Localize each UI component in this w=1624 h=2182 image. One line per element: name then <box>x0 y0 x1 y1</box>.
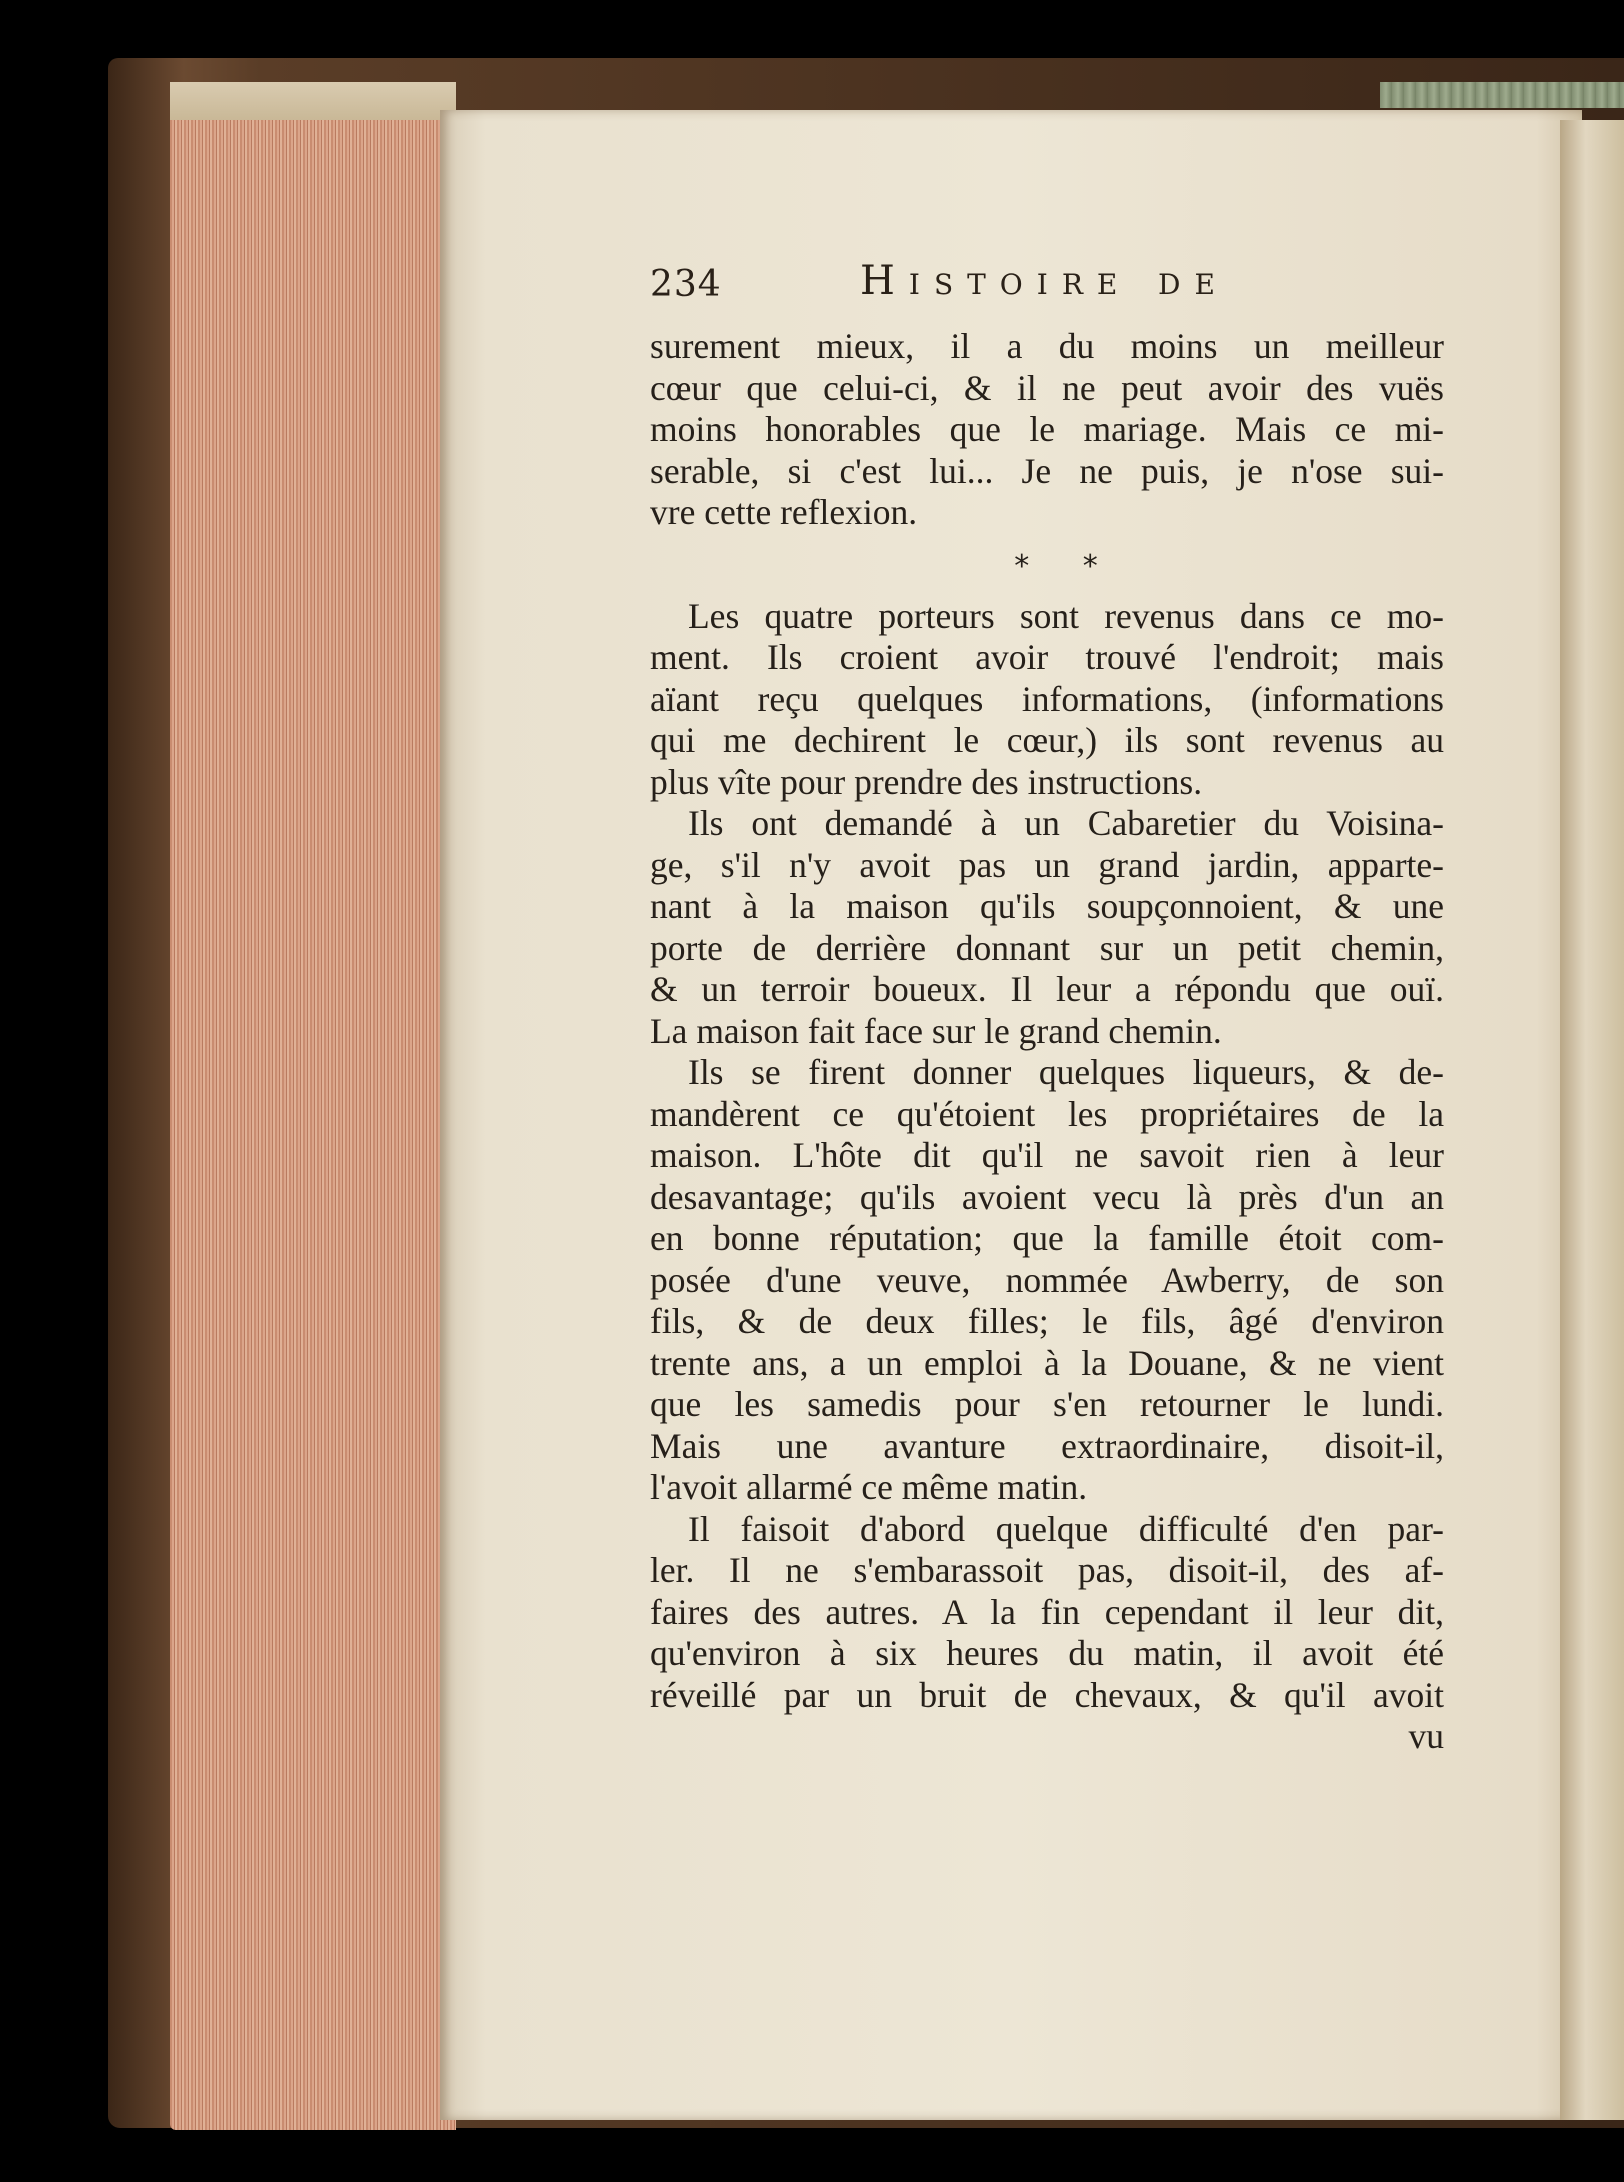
text-line: l'avoit allarmé ce même matin. <box>650 1467 1088 1507</box>
text-line: plus vîte pour prendre des instructions. <box>650 761 1203 802</box>
text-line: vre cette reflexion. <box>650 492 918 532</box>
marbled-edge <box>1380 82 1624 108</box>
text-line: desavantage; qu'ils avoient vecu là près d'un an <box>650 1176 1444 1217</box>
text-line: qui me dechirent le cœur,) ils sont revenus au <box>650 720 1444 760</box>
page-gutter <box>1560 120 1624 2120</box>
text-line: qu'environ à six heures du matin, il avoit été <box>650 1633 1444 1673</box>
text-line: posée d'une veuve, nommée Awberry, de son <box>650 1259 1444 1300</box>
catchword: vu <box>1408 1716 1444 1756</box>
text-line: mandèrent ce qu'étoient les propriétaires de la <box>650 1093 1444 1134</box>
running-head <box>650 258 1370 324</box>
text-line: cœur que celui-ci, & il ne peut avoir des vuës <box>650 367 1444 408</box>
text-line: ler. Il ne s'embarassoit pas, disoit-il, des af- <box>650 1550 1444 1590</box>
asterism-ornament: * * <box>1014 548 1120 584</box>
text-line: nant à la maison qu'ils soupçonnoient, & une <box>650 886 1444 926</box>
text-line: ment. Ils croient avoir trouvé l'endroit; mais <box>650 637 1444 677</box>
text-line: Ils se firent donner quelques liqueurs, & de- <box>688 1052 1444 1092</box>
text-line: moins honorables que le mariage. Mais ce mi- <box>650 409 1444 449</box>
text-line: trente ans, a un emploi à la Douane, & ne vient <box>650 1342 1444 1383</box>
page-block-top <box>170 82 456 120</box>
text-line: Les quatre porteurs sont revenus dans ce mo- <box>688 595 1444 636</box>
text-line: Mais une avanture extraordinaire, disoit-il, <box>650 1425 1444 1466</box>
text-line: faires des autres. A la fin cependant il leur dit, <box>650 1591 1444 1632</box>
text-line: maison. L'hôte dit qu'il ne savoit rien à leur <box>650 1135 1444 1175</box>
text-line: en bonne réputation; que la famille étoit com- <box>650 1218 1444 1258</box>
text-line: aïant reçu quelques informations, (informations <box>650 678 1444 719</box>
text-line: Ils ont demandé à un Cabaretier du Voisina- <box>688 803 1444 843</box>
text-line: réveillé par un bruit de chevaux, & qu'il avoit <box>650 1674 1444 1715</box>
text-line: La maison fait face sur le grand chemin. <box>650 1010 1222 1051</box>
text-line: surement mieux, il a du moins un meilleur <box>650 326 1444 366</box>
text-line: ge, s'il n'y avoit pas un grand jardin, apparte- <box>650 844 1444 885</box>
running-title: Histoire de <box>860 258 1229 304</box>
text-line: que les samedis pour s'en retourner le lundi. <box>650 1384 1444 1424</box>
page-number: 234 <box>650 264 722 305</box>
text-line: & un terroir boueux. Il leur a répondu que ouï. <box>650 969 1444 1009</box>
text-line: fils, & de deux filles; le fils, âgé d'environ <box>650 1301 1444 1341</box>
text-line: serable, si c'est lui... Je ne puis, je n'ose sui- <box>650 450 1444 491</box>
body-text <box>650 326 1444 1758</box>
text-line: Il faisoit d'abord quelque difficulté d'en par- <box>688 1508 1444 1549</box>
text-line: porte de derrière donnant sur un petit chemin, <box>650 927 1444 968</box>
page-fore-edge <box>170 82 456 2130</box>
